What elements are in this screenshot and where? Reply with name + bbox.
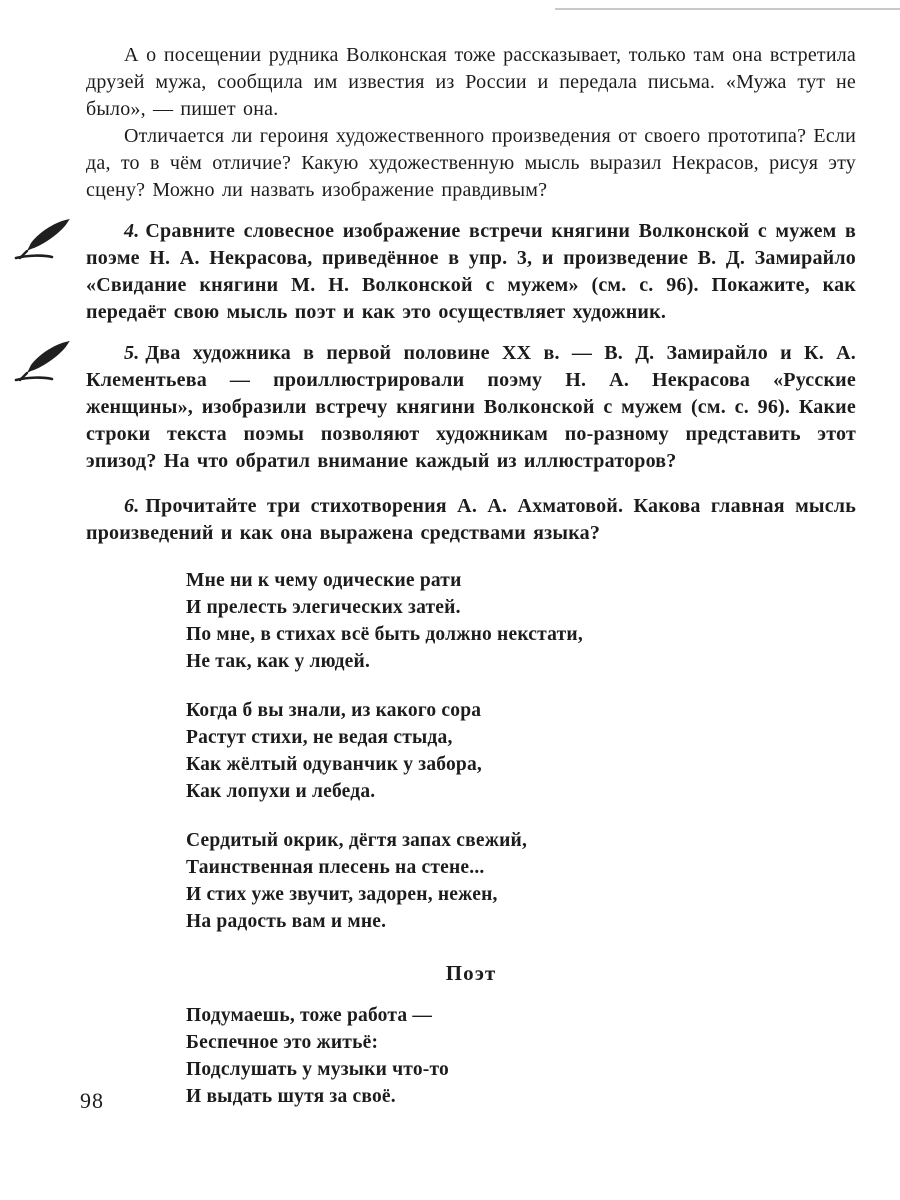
exercise-4 <box>86 218 856 326</box>
exercise-5-text <box>86 340 856 475</box>
poem-line: Сердитый окрик, дёгтя запах свежий, <box>186 830 528 851</box>
poem-line: И стих уже звучит, задорен, нежен, <box>186 884 498 905</box>
exercise-6-text <box>86 493 856 547</box>
exercise-5-number: 5. <box>124 342 140 364</box>
poem-line: И прелесть элегических затей. <box>186 597 461 618</box>
poem-title-poet: Поэт <box>445 961 497 985</box>
quill-icon <box>12 216 76 264</box>
exercise-6-body: Прочитайте три стихотворения А. А. Ахматовой. Какова главная мысль произведений и как она выражена средствами языка? <box>86 495 856 544</box>
poem-line: Мне ни к чему одические рати <box>186 570 462 591</box>
poem-line: Когда б вы знали, из какого сора <box>186 700 482 721</box>
quill-icon <box>12 338 76 386</box>
poem-line: Растут стихи, не ведая стыда, <box>186 727 453 748</box>
poem-line: Беспечное это житьё: <box>186 1032 379 1053</box>
exercise-6-number: 6. <box>124 495 140 517</box>
poem-poet <box>186 1002 856 1110</box>
poem-line: Как лопухи и лебеда. <box>186 781 376 802</box>
poem-line: Как жёлтый одуванчик у забора, <box>186 754 482 775</box>
exercise-5-body: Два художника в первой половине XX в. — В. Д. Замирайло и К. А. Клементьева — проиллюстрировали поэму Н. А. Некрасова «Русские женщины», изобразили встречу княгини Волконской с мужем (см. с. 96). Какие строки текста поэмы позволяют художникам по-разному представить этот эпизод? На что обратил внимание каждый из иллюстраторов? <box>86 342 856 472</box>
scan-artifact <box>555 8 900 10</box>
exercise-6 <box>86 493 856 547</box>
exercise-4-number: 4. <box>124 220 140 242</box>
paragraph-volkonskaya: А о посещении рудника Волконская тоже рассказывает, только там она встретила друзей мужа, сообщила им известия из России и передала письма. «Мужа тут не было», — пишет она. <box>86 44 856 120</box>
poem-line: И выдать шутя за своё. <box>186 1086 396 1107</box>
stanza-3 <box>186 827 856 935</box>
poem-line: По мне, в стихах всё быть должно некстати, <box>186 624 583 645</box>
poem-line: Подслушать у музыки что-то <box>186 1059 449 1080</box>
stanza-2 <box>186 697 856 805</box>
poem-line: Подумаешь, тоже работа — <box>186 1005 433 1026</box>
stanza-1 <box>186 567 856 675</box>
poem-line: Не так, как у людей. <box>186 651 371 672</box>
poem-line: На радость вам и мне. <box>186 911 387 932</box>
page-number: 98 <box>80 1088 104 1113</box>
exercise-5 <box>86 340 856 475</box>
poem-akhmatova-untitled <box>186 567 856 935</box>
poem-line: Таинственная плесень на стене... <box>186 857 485 878</box>
page-content <box>86 42 856 1110</box>
exercise-4-body: Сравните словесное изображение встречи княгини Волконской с мужем в поэме Н. А. Некрасова, приведённое в упр. 3, и произведение В. Д. Замирайло «Свидание княгини М. Н. Волконской с мужем» (см. с. 96). Покажите, как передаёт свою мысль поэт и как это осуществляет художник. <box>86 220 856 323</box>
stanza-poet <box>186 1002 856 1110</box>
paragraph-questions: Отличается ли героиня художественного произведения от своего прототипа? Если да, то в чём отличие? Какую художественную мысль выразил Некрасов, рисуя эту сцену? Можно ли назвать изображение правдивым? <box>86 125 856 201</box>
exercise-4-text <box>86 218 856 326</box>
